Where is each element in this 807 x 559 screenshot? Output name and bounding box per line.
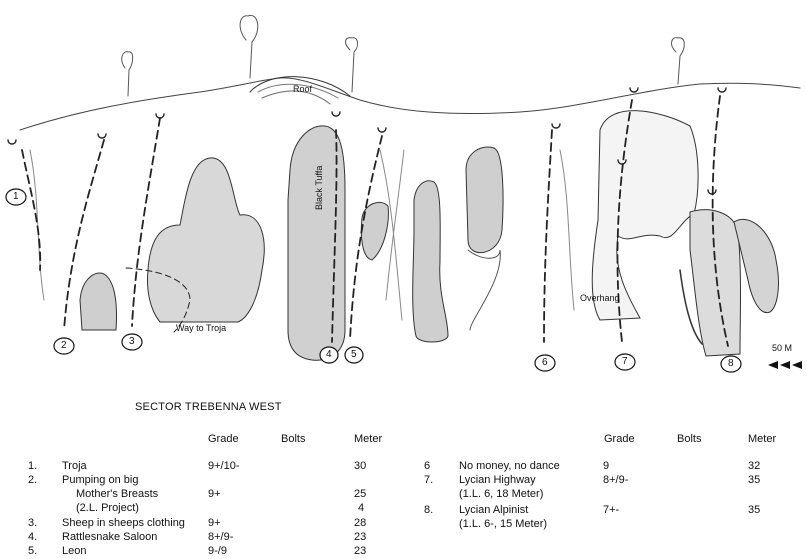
pillar-mid [413, 181, 448, 342]
route-meter: 30 [354, 460, 367, 472]
route-name: Troja [62, 460, 87, 472]
black-tuffa-label: Black Tuffa [314, 165, 324, 210]
pillar-right-lower [468, 250, 500, 330]
route-marker-label-2: 2 [61, 340, 67, 351]
route-name: Mother's Breasts [76, 488, 159, 500]
route-name: Sheep in sheeps clothing [62, 517, 185, 529]
route-name: (1.L. 6, 18 Meter) [459, 488, 544, 500]
route-meter: 28 [354, 517, 367, 529]
route-meter: 4 [358, 502, 365, 514]
route-grade: 9 [603, 460, 610, 472]
route-name: Lycian Highway [459, 474, 536, 486]
tree-icon [122, 15, 684, 96]
pillar-small [80, 273, 117, 330]
route-grade: 9+/10- [208, 460, 240, 472]
route-name: Rattlesnake Saloon [62, 531, 158, 543]
route-name: Pumping on big [62, 474, 139, 486]
route-number: 4. [28, 531, 38, 543]
pillar-right [466, 147, 503, 253]
route-marker-label-3: 3 [129, 336, 135, 347]
route-grade: 7+- [603, 504, 620, 516]
route-meter: 25 [354, 488, 367, 500]
route-name: No money, no dance [459, 460, 560, 472]
route-grade: 9+ [208, 488, 221, 500]
sector-title: SECTOR TREBENNA WEST [135, 401, 282, 413]
route-number: 5. [28, 545, 38, 557]
header-bolts-right: Bolts [677, 433, 702, 445]
scale-label: 50 M [772, 343, 793, 353]
header-bolts-left: Bolts [281, 433, 306, 445]
route-marker-label-7: 7 [622, 356, 628, 367]
overhang-label: Overhang [580, 293, 620, 303]
route-meter: 23 [354, 531, 367, 543]
route-marker-label-1: 1 [13, 191, 19, 202]
route-grade: 9-/9 [208, 545, 227, 557]
route-name: Lycian Alpinist [459, 504, 529, 516]
route-name: Leon [62, 545, 87, 557]
route-line-6 [544, 130, 552, 342]
header-meter-right: Meter [748, 433, 777, 445]
pillar-left [148, 158, 265, 322]
route-meter: 35 [748, 504, 761, 516]
route-number: 8. [424, 504, 434, 516]
right-pillar [690, 210, 741, 356]
scale-arrows [768, 361, 802, 369]
header-grade-right: Grade [604, 433, 635, 445]
route-meter: 35 [748, 474, 761, 486]
route-name: (1.L. 6-, 15 Meter) [459, 518, 548, 530]
header-grade-left: Grade [208, 433, 239, 445]
route-number: 2. [28, 474, 38, 486]
route-marker-label-8: 8 [728, 358, 734, 369]
route-line-1 [22, 150, 40, 270]
route-marker-label-4: 4 [326, 349, 332, 360]
route-grade: 8+/9- [208, 531, 234, 543]
route-marker-label-6: 6 [542, 357, 548, 368]
tuffa-blob [361, 202, 388, 260]
route-number: 1. [28, 460, 38, 472]
route-marker-label-5: 5 [351, 349, 357, 360]
way-to-troja-label: Way to Troja [176, 323, 227, 333]
route-grade: 9+ [208, 517, 221, 529]
header-meter-left: Meter [354, 433, 383, 445]
route-meter: 32 [748, 460, 761, 472]
route-number: 3. [28, 517, 38, 529]
route-grade: 8+/9- [603, 474, 629, 486]
route-meter: 23 [354, 545, 367, 557]
route-name: (2.L. Project) [76, 502, 139, 514]
route-number: 6 [424, 460, 431, 472]
roof-label: Roof [293, 84, 313, 94]
route-number: 7. [424, 474, 434, 486]
